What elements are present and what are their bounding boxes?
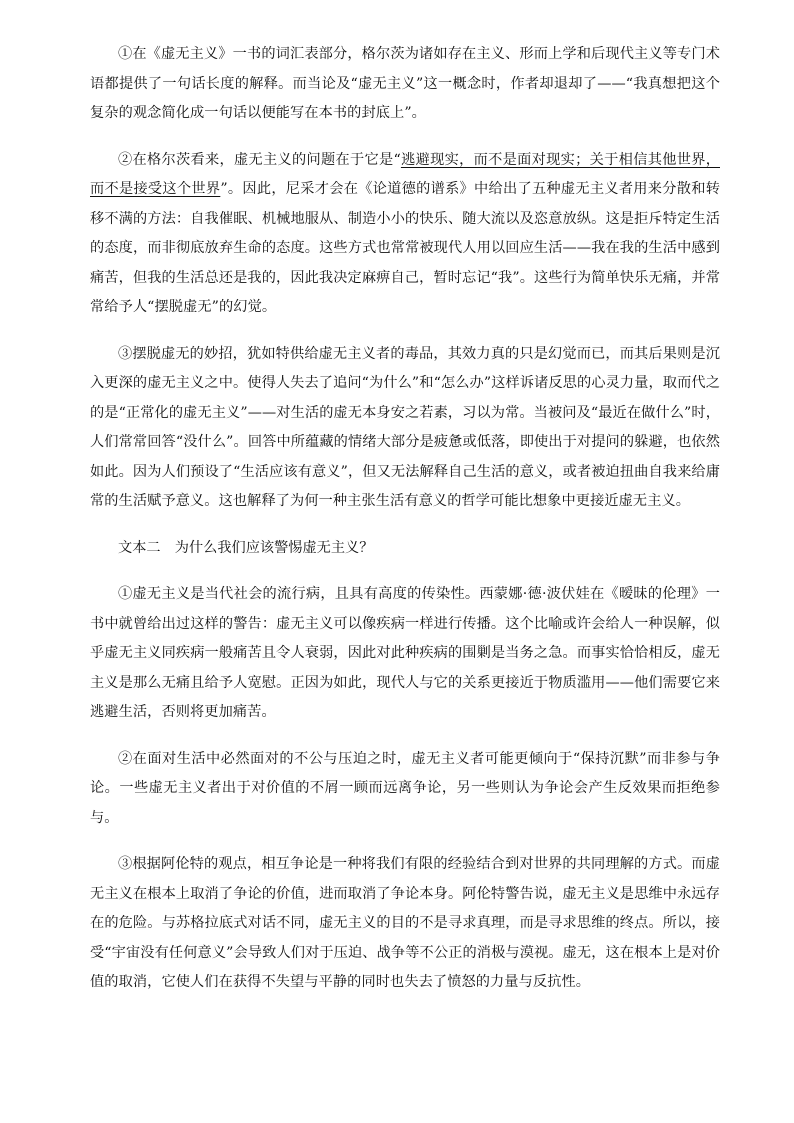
text2-paragraph-1: ①虚无主义是当代社会的流行病，且具有高度的传染性。西蒙娜·德·波伏娃在《暧昧的伦理》一书中就曾给出过这样的警告：虚无主义可以像疾病一样进行传播。这个比喻或许会给人一种误解，似乎虚无主义同疾病一般痛苦且令人衰弱，因此对此种疾病的围剿是当务之急。而事实恰恰相反，虚无主义是那么无痛且给予人宽慰。正因为如此，现代人与它的关系更接近于物质滥用——他们需要它来逃避生活，否则将更加痛苦。 (90, 586, 720, 720)
text1-paragraph-3: ③摆脱虚无的妙招，犹如特供给虚无主义者的毒品，其效力真的只是幻觉而已，而其后果则是沉入更深的虚无主义之中。使得人失去了追问“为什么”和“怎么办”这样诉诸反思的心灵力量，取而代之的是“正常化的虚无主义”——对生活的虚无本身安之若素，习以为常。当被问及“最近在做什么”时，人们常常回答“没什么”。回答中所蕴藏的情绪大部分是疲惫或低落，即使出于对提问的躲避，也依然如此。因为人们预设了“生活应该有意义”，但又无法解释自己生活的意义，或者被迫扭曲自我来给庸常的生活赋予意义。这也解释了为何一种主张生活有意义的哲学可能比想象中更接近虚无主义。 (90, 345, 720, 509)
text2-paragraph-3: ③根据阿伦特的观点，相互争论是一种将我们有限的经验结合到对世界的共同理解的方式。而虚无主义在根本上取消了争论的价值，进而取消了争论本身。阿伦特警告说，虚无主义是思维中永远存在的危险。与苏格拉底式对话不同，虚无主义的目的不是寻求真理，而是寻求思维的终点。所以，接受“宇宙没有任何意义”会导致人们对于压迫、战争等不公正的消极与漠视。虚无，这在根本上是对价值的取消，它使人们在获得不失望与平静的同时也失去了愤怒的力量与反抗性。 (90, 856, 720, 990)
paragraph-text: ②在格尔茨看来，虚无主义的问题在于它是“ (118, 151, 401, 168)
text1-paragraph-1: ①在《虚无主义》一书的词汇表部分，格尔茨为诸如存在主义、形而上学和后现代主义等专门术语都提供了一句话长度的解释。而当论及“虚无主义”这一概念时，作者却退却了——“我真想把这个复杂的观念简化成一句话以便能写在本书的封底上”。 (90, 46, 720, 121)
paragraph-text: ”。因此，尼采才会在《论道德的谱系》中给出了五种虚无主义者用来分散和转移不满的方法：自我催眠、机械地服从、制造小小的快乐、随大流以及恣意放纵。这是拒斥特定生活的态度，而非彻底放弃生命的态度。这些方式也常常被现代人用以回应生活——我在我的生活中感到痛苦，但我的生活总还是我的，因此我决定麻痹自己，暂时忘记“我”。这些行为简单快乐无痛，并常常给予人“摆脱虚无”的幻觉。 (90, 181, 720, 315)
document-page (90, 40, 720, 1015)
text1-paragraph-2 (90, 146, 720, 323)
text2-paragraph-2: ②在面对生活中必然面对的不公与压迫之时，虚无主义者可能更倾向于“保持沉默”而非参与争论。一些虚无主义者出于对价值的不屑一顾而远离争论，另一些则认为争论会产生反效果而拒绝参与。 (90, 750, 720, 826)
underlined-quote: 逃避现实，而不是面对现实；关于相信其他世界，而不是接受这个世界 (90, 151, 720, 197)
text2-heading: 文本二 为什么我们应该警惕虚无主义？ (118, 539, 374, 556)
